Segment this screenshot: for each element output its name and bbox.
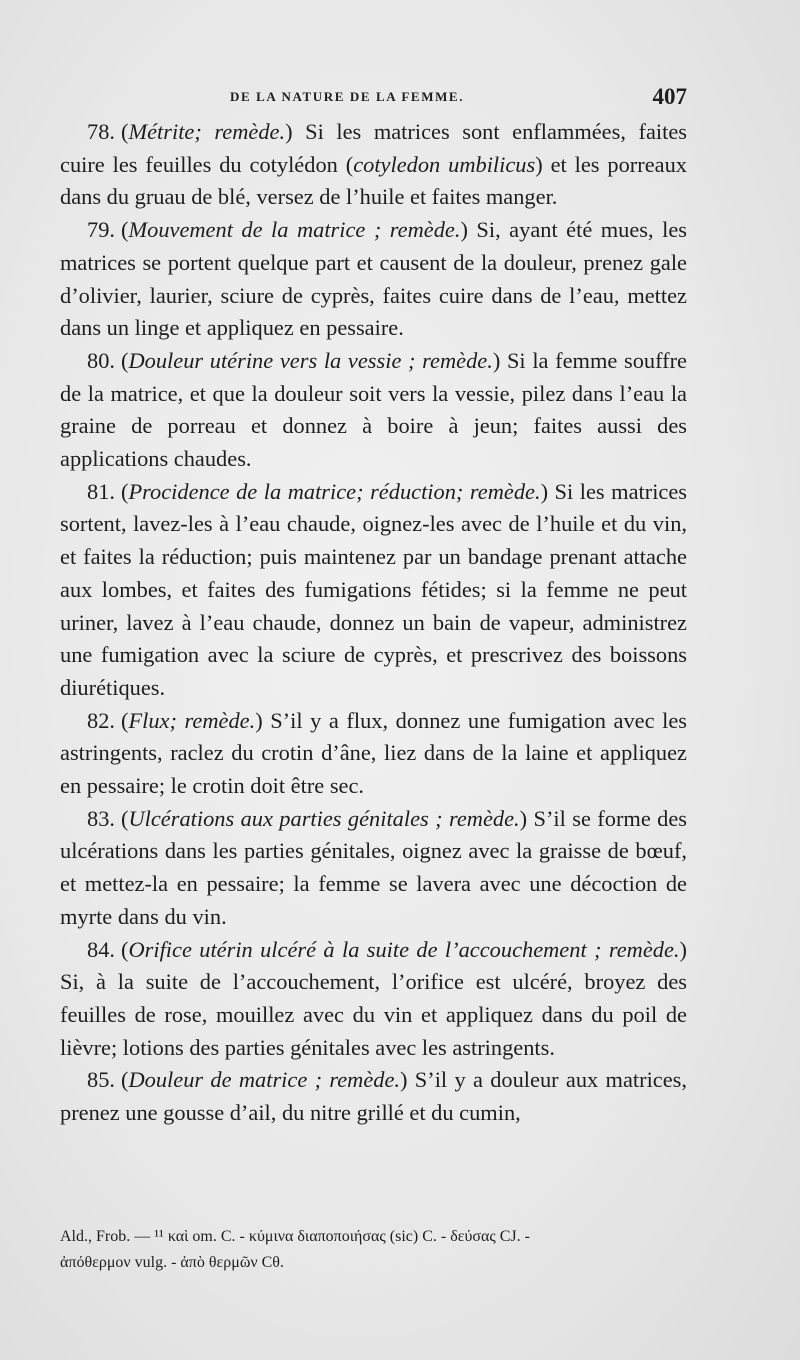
close-paren: ) (255, 707, 263, 733)
paragraph-heading: Flux; remède. (128, 707, 256, 733)
paragraph-text: Si, ayant été mues, les matrices se portent quelque part et causent de la douleur, prenez gale d’olivier, laurier, sciure de cyprès, faites cuire dans de l’eau, mettez dans un linge et appliquez en pessaire. (60, 217, 687, 341)
footnotes (60, 1224, 687, 1276)
paragraph-81 (60, 476, 687, 705)
paragraph-text: ) et les porreaux dans du gruau de blé, versez de l’huile et faites manger. (60, 151, 687, 210)
open-paren: ( (121, 1067, 129, 1093)
close-paren: ) (492, 347, 501, 373)
footnote-line: ἀπόθερμον vulg. - ἀπὸ θερμῶν Cθ. (60, 1254, 284, 1271)
paragraph-84 (60, 934, 687, 1065)
page-number: 407 (652, 84, 687, 109)
main-text (60, 116, 687, 1130)
paragraph-text: S’il y a douleur aux matrices, prenez une gousse d’ail, du nitre grillé et du cumin, (60, 1067, 687, 1126)
paragraph-heading: Procidence de la matrice; réduction; remède. (128, 478, 541, 504)
close-paren: ) (460, 217, 468, 243)
footnote-line: Ald., Frob. — ¹¹ καὶ om. C. - κύμινα διαποποιήσας (sic) C. - δεύσας CJ. - (60, 1228, 530, 1245)
paragraph-85 (60, 1064, 687, 1129)
paragraph-80 (60, 345, 687, 476)
close-paren: ) (679, 936, 687, 962)
close-paren: ) (400, 1067, 408, 1093)
open-paren: ( (121, 805, 129, 831)
paragraph-82 (60, 705, 687, 803)
open-paren: ( (121, 347, 129, 373)
paragraph-heading: Mouvement de la matrice ; remède. (128, 217, 461, 243)
paragraph-heading: Ulcérations aux parties génitales ; remède. (128, 805, 520, 831)
paragraph-text: Si les matrices sont enflammées, faites cuire les feuilles du cotylédon ( (60, 119, 687, 177)
paragraph-text: Si la femme souffre de la matrice, et que la douleur soit vers la vessie, pilez dans l’eau la graine de porreau et donnez à boire à jeun; faites aussi des applications chaudes. (60, 347, 687, 472)
paragraph-number: 85. (87, 1067, 115, 1093)
open-paren: ( (121, 707, 129, 733)
paragraph-number: 84. (87, 936, 115, 962)
close-paren: ) (519, 805, 528, 831)
paragraph-text: S’il se forme des ulcérations dans les parties génitales, oignez avec la graisse de bœuf, et mettez-la en pessaire; la femme se lavera avec une décoction de myrte dans du vin. (60, 805, 687, 929)
paragraph-number: 80. (87, 347, 115, 373)
paragraph-number: 78. (87, 119, 115, 144)
paragraph-text: Si les matrices sortent, lavez-les à l’eau chaude, oignez-les avec de l’huile et du vin, et faites la réduction; puis maintenez par un bandage prenant attache aux lombes, et faites des fumigations fétides; si la femme ne peut uriner, lavez à l’eau chaude, donnez un bain de vapeur, administrez une fumigation avec la sciure de cyprès, et prescrivez des boissons diurétiques. (60, 478, 688, 700)
paragraph-text: Si, à la suite de l’accouchement, l’orifice est ulcéré, broyez des feuilles de rose, mouillez avec du vin et appliquez dans du poil de lièvre; lotions des parties génitales avec les astringents. (60, 969, 687, 1060)
open-paren: ( (121, 217, 129, 243)
close-paren: ) (540, 478, 549, 504)
running-head: DE LA NATURE DE LA FEMME. (230, 89, 465, 104)
close-paren: ) (285, 119, 293, 144)
paragraph-heading: Métrite; remède. (128, 119, 286, 144)
paragraph-heading: Douleur utérine vers la vessie ; remède. (128, 347, 493, 373)
paragraph-number: 83. (87, 805, 115, 831)
paragraph-heading: Orifice utérin ulcéré à la suite de l’accouchement ; remède. (128, 936, 680, 962)
paragraph-heading: Douleur de matrice ; remède. (128, 1067, 400, 1093)
paragraph-79 (60, 214, 687, 345)
open-paren: ( (121, 478, 129, 504)
paragraph-78 (60, 116, 687, 214)
paragraph-text: S’il y a flux, donnez une fumigation avec les astringents, raclez du crotin d’âne, liez dans de la laine et appliquez en pessaire; le crotin doit être sec. (60, 707, 687, 799)
paragraph-number: 79. (87, 217, 115, 243)
open-paren: ( (121, 119, 129, 144)
paragraph-number: 82. (87, 707, 115, 733)
paragraph-number: 81. (87, 478, 115, 504)
botanical-name: cotyledon umbilicus (353, 151, 536, 177)
open-paren: ( (121, 936, 129, 962)
page-header (60, 86, 687, 114)
paragraph-83 (60, 803, 687, 934)
